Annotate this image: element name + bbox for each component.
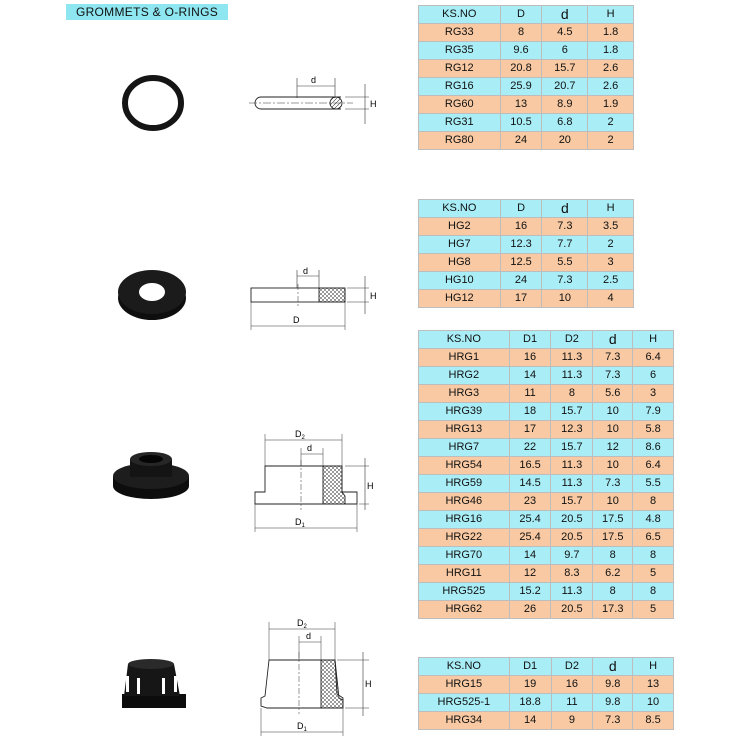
table-cell: 5.8: [633, 421, 674, 439]
table-cell: 14: [509, 712, 551, 730]
table-cell: 25.9: [500, 78, 542, 96]
table-cell: 1.8: [588, 42, 634, 60]
table-cell: 3.5: [588, 218, 634, 236]
table-cell: 15.7: [551, 493, 593, 511]
hrg-tall-spec-table: [418, 657, 674, 730]
table-row: [419, 78, 634, 96]
table-cell: HRG15: [419, 676, 510, 694]
page-title: GROMMETS & O-RINGS: [66, 4, 228, 20]
table-cell: 1.9: [588, 96, 634, 114]
table-cell: 15.7: [551, 403, 593, 421]
column-header: d: [542, 200, 588, 218]
flat-grommet-photo: [112, 262, 192, 324]
table-cell: 3: [633, 385, 674, 403]
tall-grommet-drawing: [245, 616, 385, 738]
table-cell: 17: [500, 290, 542, 308]
table-cell: HRG70: [419, 547, 510, 565]
column-header: D1: [509, 331, 551, 349]
table-cell: HG2: [419, 218, 501, 236]
table-row: [419, 96, 634, 114]
table-cell: 6.4: [633, 457, 674, 475]
table-cell: 16.5: [509, 457, 551, 475]
column-header: H: [588, 200, 634, 218]
table-cell: HRG525: [419, 583, 510, 601]
table-cell: HRG16: [419, 511, 510, 529]
flanged-grommet-photo: [106, 448, 196, 508]
table-cell: 8.9: [542, 96, 588, 114]
table-cell: 5: [633, 601, 674, 619]
table-cell: HG7: [419, 236, 501, 254]
table-cell: 7.9: [633, 403, 674, 421]
column-header: H: [588, 6, 634, 24]
table-cell: RG16: [419, 78, 501, 96]
table-cell: 8: [551, 385, 593, 403]
table-cell: 7.3: [542, 218, 588, 236]
table-header-row: [419, 658, 674, 676]
dim-h-label: H: [367, 481, 374, 491]
table-cell: 20.5: [551, 511, 593, 529]
dim-D-label: D: [293, 315, 300, 325]
column-header: d: [593, 658, 633, 676]
dim-d-label: d: [311, 75, 317, 85]
table-cell: 10.5: [500, 114, 542, 132]
table-row: [419, 236, 634, 254]
table-cell: 17.3: [593, 601, 633, 619]
table-cell: 6.4: [633, 349, 674, 367]
table-cell: HRG34: [419, 712, 510, 730]
column-header: H: [633, 331, 674, 349]
table-cell: HG12: [419, 290, 501, 308]
table-cell: 8: [633, 583, 674, 601]
table-cell: 20.8: [500, 60, 542, 78]
table-cell: 11.3: [551, 367, 593, 385]
table-cell: 2: [588, 132, 634, 150]
table-cell: RG33: [419, 24, 501, 42]
column-header: D2: [551, 331, 593, 349]
table-cell: RG31: [419, 114, 501, 132]
table-cell: 14: [509, 547, 551, 565]
table-row: [419, 290, 634, 308]
column-header: KS.NO: [419, 331, 510, 349]
table-cell: 11: [551, 694, 593, 712]
table-cell: 7.7: [542, 236, 588, 254]
table-cell: 20.5: [551, 529, 593, 547]
table-cell: 4: [588, 290, 634, 308]
table-cell: 6: [542, 42, 588, 60]
table-cell: 9.8: [593, 676, 633, 694]
table-cell: 7.3: [593, 349, 633, 367]
table-cell: 8: [633, 547, 674, 565]
table-row: [419, 439, 674, 457]
table-cell: 2.6: [588, 60, 634, 78]
table-cell: 17: [509, 421, 551, 439]
table-cell: 7.3: [593, 712, 633, 730]
table-cell: 2: [588, 114, 634, 132]
column-header: H: [633, 658, 674, 676]
table-cell: HG8: [419, 254, 501, 272]
table-cell: 5.5: [542, 254, 588, 272]
table-row: [419, 712, 674, 730]
table-cell: 12.3: [551, 421, 593, 439]
dim-h-label: H: [370, 99, 377, 109]
table-cell: 11.3: [551, 457, 593, 475]
table-row: [419, 114, 634, 132]
table-cell: 9.6: [500, 42, 542, 60]
table-cell: RG60: [419, 96, 501, 114]
rg-spec-table: [418, 5, 634, 150]
table-cell: 25.4: [509, 511, 551, 529]
column-header: KS.NO: [419, 658, 510, 676]
table-row: [419, 511, 674, 529]
table-cell: 17.5: [593, 511, 633, 529]
table-cell: 16: [500, 218, 542, 236]
table-row: [419, 24, 634, 42]
table-header-row: [419, 200, 634, 218]
table-cell: 10: [593, 493, 633, 511]
table-cell: HRG46: [419, 493, 510, 511]
table-row: [419, 60, 634, 78]
table-cell: 24: [500, 272, 542, 290]
table-cell: HRG2: [419, 367, 510, 385]
dim-D2-label: $D_2$: [295, 429, 305, 441]
table-cell: 18: [509, 403, 551, 421]
table-row: [419, 421, 674, 439]
table-header-row: [419, 6, 634, 24]
column-header: D1: [509, 658, 551, 676]
tall-grommet-photo: [112, 656, 192, 712]
table-row: [419, 403, 674, 421]
dim-h-label: H: [365, 679, 372, 689]
table-cell: 18.8: [509, 694, 551, 712]
table-cell: HRG7: [419, 439, 510, 457]
table-cell: HRG3: [419, 385, 510, 403]
table-cell: 8: [593, 583, 633, 601]
table-cell: 14: [509, 367, 551, 385]
table-cell: 7.3: [593, 475, 633, 493]
table-row: [419, 367, 674, 385]
table-cell: 12: [593, 439, 633, 457]
table-row: [419, 254, 634, 272]
table-cell: HRG39: [419, 403, 510, 421]
table-cell: 15.2: [509, 583, 551, 601]
hrg-spec-table: [418, 330, 674, 619]
table-row: [419, 601, 674, 619]
table-cell: 16: [509, 349, 551, 367]
column-header: KS.NO: [419, 6, 501, 24]
table-cell: 10: [593, 457, 633, 475]
table-cell: 13: [500, 96, 542, 114]
table-cell: 25.4: [509, 529, 551, 547]
table-cell: HRG22: [419, 529, 510, 547]
column-header: D: [500, 6, 542, 24]
dim-d-label: d: [307, 443, 313, 453]
table-cell: 24: [500, 132, 542, 150]
table-cell: HRG13: [419, 421, 510, 439]
table-cell: HRG11: [419, 565, 510, 583]
table-cell: 17.5: [593, 529, 633, 547]
table-row: [419, 42, 634, 60]
table-cell: 6.5: [633, 529, 674, 547]
table-cell: 7.3: [542, 272, 588, 290]
table-cell: 5.6: [593, 385, 633, 403]
table-cell: 8.6: [633, 439, 674, 457]
table-row: [419, 132, 634, 150]
table-cell: 15.7: [551, 439, 593, 457]
table-cell: 8: [500, 24, 542, 42]
table-cell: 2.6: [588, 78, 634, 96]
table-cell: 1.8: [588, 24, 634, 42]
table-cell: 8.5: [633, 712, 674, 730]
table-row: [419, 475, 674, 493]
table-cell: 8: [633, 493, 674, 511]
dim-d-label: d: [303, 266, 309, 276]
column-header: d: [542, 6, 588, 24]
table-cell: 16: [551, 676, 593, 694]
table-cell: 11: [509, 385, 551, 403]
table-cell: 9.7: [551, 547, 593, 565]
table-cell: 20.5: [551, 601, 593, 619]
column-header: D: [500, 200, 542, 218]
table-row: [419, 493, 674, 511]
table-row: [419, 694, 674, 712]
table-row: [419, 565, 674, 583]
column-header: D2: [551, 658, 593, 676]
table-cell: HG10: [419, 272, 501, 290]
table-cell: 6: [633, 367, 674, 385]
table-cell: 8: [593, 547, 633, 565]
table-cell: 10: [593, 403, 633, 421]
table-row: [419, 218, 634, 236]
table-cell: 4.8: [633, 511, 674, 529]
flanged-grommet-drawing: [245, 428, 385, 534]
dim-D2-label: $D_2$: [297, 618, 307, 630]
table-cell: 4.5: [542, 24, 588, 42]
table-cell: 5: [633, 565, 674, 583]
table-cell: 11.3: [551, 583, 593, 601]
table-cell: RG12: [419, 60, 501, 78]
table-cell: 20.7: [542, 78, 588, 96]
table-cell: 6.2: [593, 565, 633, 583]
table-header-row: [419, 331, 674, 349]
table-row: [419, 547, 674, 565]
hg-spec-table: [418, 199, 634, 308]
o-ring-photo: [118, 72, 190, 136]
table-cell: 11.3: [551, 349, 593, 367]
table-cell: RG80: [419, 132, 501, 150]
table-cell: HRG525-1: [419, 694, 510, 712]
o-ring-drawing: [245, 70, 385, 132]
table-cell: 11.3: [551, 475, 593, 493]
table-cell: HRG62: [419, 601, 510, 619]
table-cell: 26: [509, 601, 551, 619]
table-cell: 7.3: [593, 367, 633, 385]
table-cell: HRG54: [419, 457, 510, 475]
table-cell: 22: [509, 439, 551, 457]
table-cell: 15.7: [542, 60, 588, 78]
table-row: [419, 272, 634, 290]
flat-grommet-drawing: [245, 262, 385, 334]
table-cell: 12.5: [500, 254, 542, 272]
table-row: [419, 457, 674, 475]
table-row: [419, 385, 674, 403]
table-cell: HRG59: [419, 475, 510, 493]
dim-d-label: d: [306, 631, 312, 641]
table-cell: 2: [588, 236, 634, 254]
table-cell: 9.8: [593, 694, 633, 712]
dim-D1-label: $D_1$: [295, 517, 305, 529]
table-row: [419, 676, 674, 694]
dim-h-label: H: [370, 291, 377, 301]
table-cell: 3: [588, 254, 634, 272]
table-cell: 10: [593, 421, 633, 439]
column-header: d: [593, 331, 633, 349]
table-cell: HRG1: [419, 349, 510, 367]
table-cell: 5.5: [633, 475, 674, 493]
table-cell: 12: [509, 565, 551, 583]
table-cell: 19: [509, 676, 551, 694]
table-row: [419, 349, 674, 367]
table-cell: 12.3: [500, 236, 542, 254]
table-cell: 20: [542, 132, 588, 150]
table-row: [419, 529, 674, 547]
table-cell: 9: [551, 712, 593, 730]
table-cell: 10: [633, 694, 674, 712]
dim-D1-label: $D_1$: [297, 721, 307, 733]
table-cell: 14.5: [509, 475, 551, 493]
table-cell: 23: [509, 493, 551, 511]
table-cell: RG35: [419, 42, 501, 60]
table-cell: 13: [633, 676, 674, 694]
table-cell: 2.5: [588, 272, 634, 290]
table-cell: 6.8: [542, 114, 588, 132]
table-row: [419, 583, 674, 601]
table-cell: 8.3: [551, 565, 593, 583]
column-header: KS.NO: [419, 200, 501, 218]
table-cell: 10: [542, 290, 588, 308]
